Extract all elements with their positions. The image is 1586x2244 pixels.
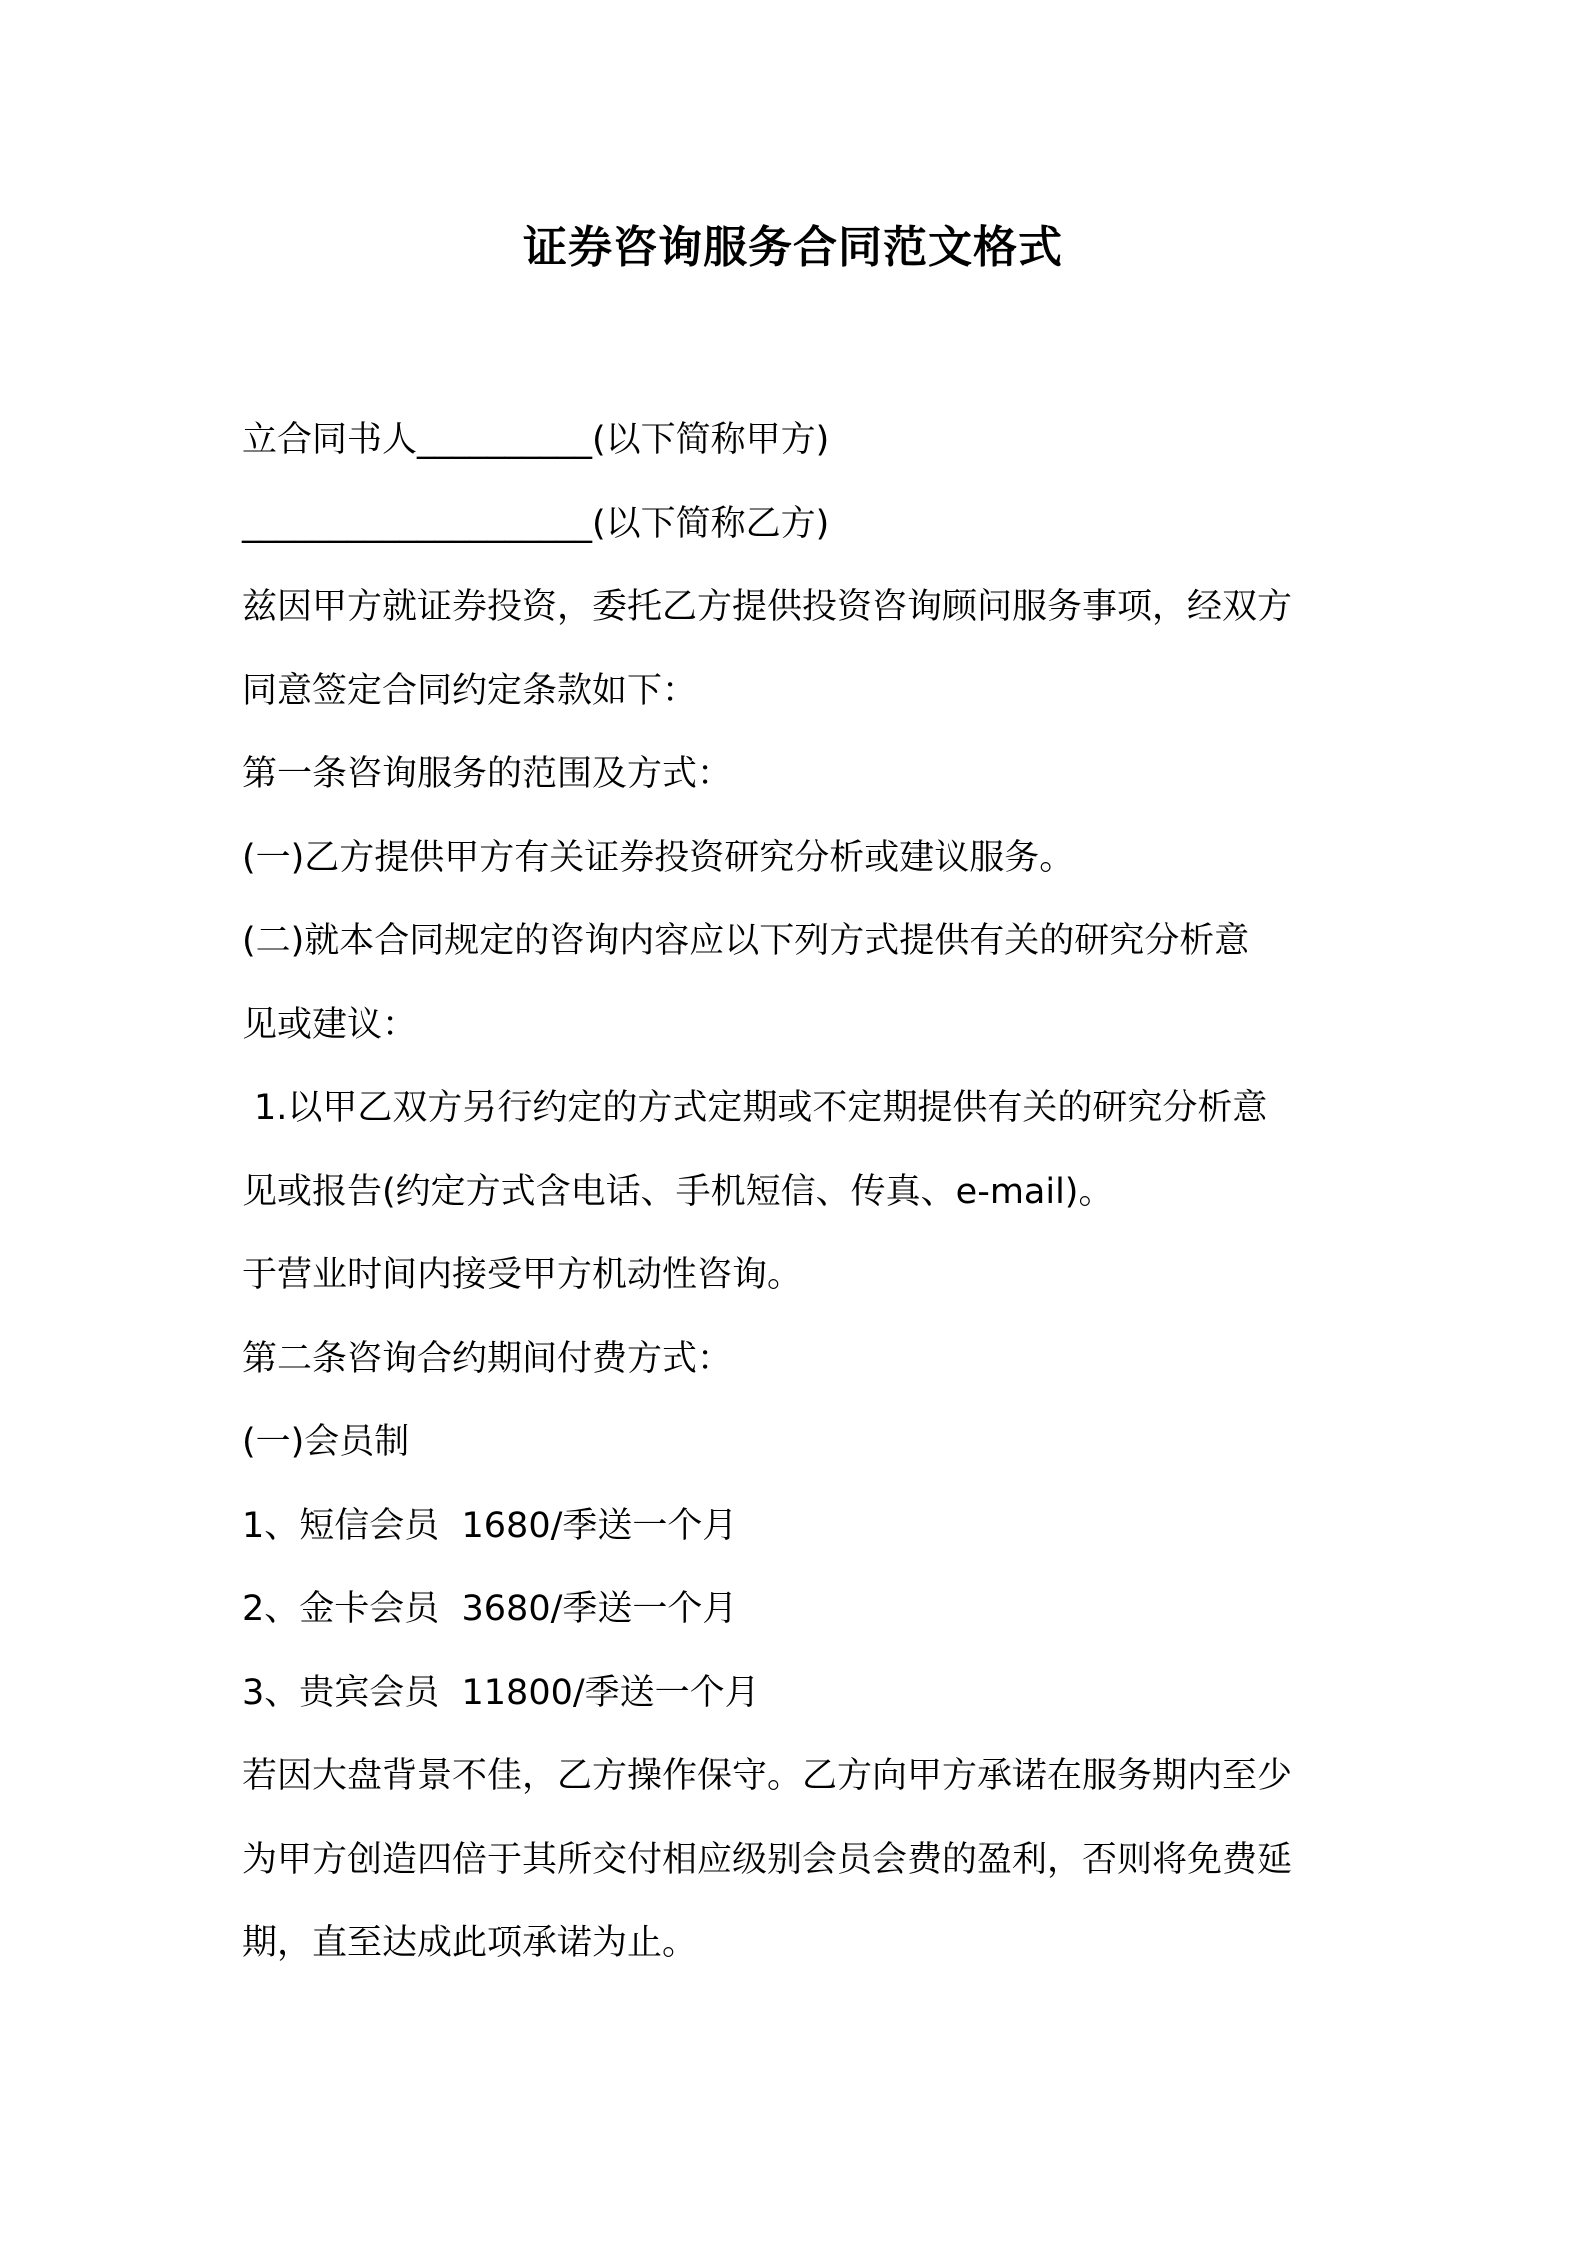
article-1-business-hours: 于营业时间内接受甲方机动性咨询。 (242, 1255, 803, 1295)
preamble-line-2: 同意签定合同约定条款如下： (242, 670, 698, 711)
article-1-item-2-line-2: 见或建议： (242, 1004, 418, 1045)
membership-sms: 1、短信会员 1680/季送一个月 (242, 1505, 738, 1546)
membership-heading: (一)会员制 (242, 1422, 410, 1462)
party-b-line: ____________________(以下简称乙方) (242, 503, 830, 544)
article-1-subitem-1-line-2: 见或报告(约定方式含电话、手机短信、传真、e-mail)。 (242, 1171, 1114, 1212)
membership-gold: 2、金卡会员 3680/季送一个月 (242, 1589, 738, 1629)
article-1-subitem-1-line-1: 1.以甲乙双方另行约定的方式定期或不定期提供有关的研究分析意 (254, 1088, 1268, 1128)
article-1-item-1: (一)乙方提供甲方有关证券投资研究分析或建议服务。 (242, 837, 1075, 878)
promise-line-3: 期，直至达成此项承诺为止。 (242, 1923, 698, 1963)
article-1-heading: 第一条咨询服务的范围及方式： (242, 754, 733, 794)
document-body (242, 410, 1362, 1997)
document-title: 证券咨询服务合同范文格式 (523, 222, 1063, 273)
article-2-heading: 第二条咨询合约期间付费方式： (242, 1338, 733, 1379)
membership-vip: 3、贵宾会员 11800/季送一个月 (242, 1672, 760, 1713)
preamble-line-1: 兹因甲方就证券投资，委托乙方提供投资咨询顾问服务事项，经双方 (242, 587, 1293, 627)
promise-line-1: 若因大盘背景不佳，乙方操作保守。乙方向甲方承诺在服务期内至少 (242, 1756, 1293, 1796)
article-1-item-2-line-1: (二)就本合同规定的咨询内容应以下列方式提供有关的研究分析意 (242, 921, 1250, 961)
promise-line-2: 为甲方创造四倍于其所交付相应级别会员会费的盈利，否则将免费延 (242, 1839, 1293, 1880)
party-a-line: 立合同书人__________(以下简称甲方) (242, 420, 830, 460)
